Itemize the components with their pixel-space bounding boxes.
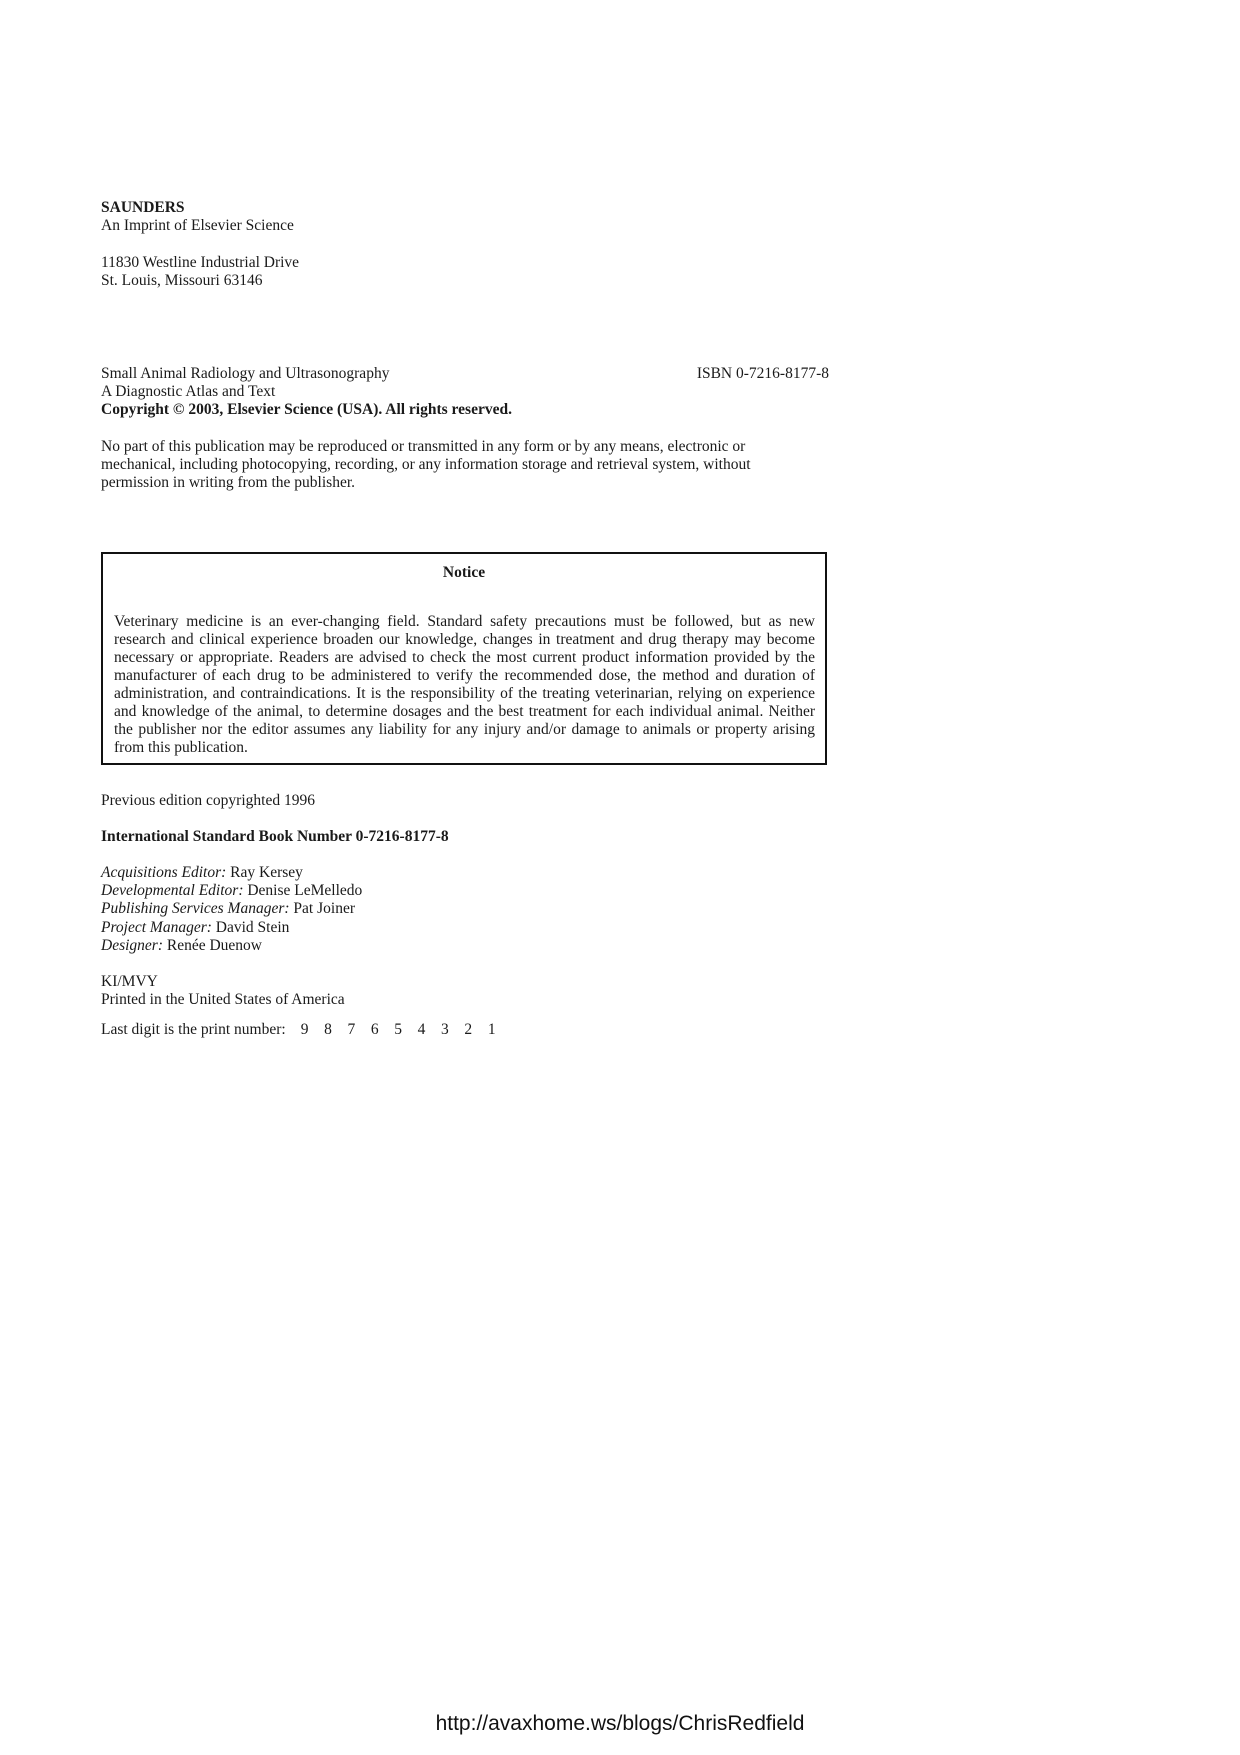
credit-role: Publishing Services Manager: [101, 900, 290, 918]
print-digit: 8 [324, 1021, 332, 1038]
notice-title: Notice [442, 564, 486, 581]
address-line-2: St. Louis, Missouri 63146 [101, 272, 263, 289]
credit-name: Renée Duenow [163, 936, 262, 954]
isbn-statement: International Standard Book Number 0-7216-8177-8 [101, 828, 449, 845]
print-digit: 1 [487, 1021, 496, 1038]
print-digit: 4 [417, 1021, 426, 1038]
print-number-label: Last digit is the print number: [101, 1021, 286, 1038]
previous-edition: Previous edition copyrighted 1996 [101, 792, 315, 809]
credit-role: Designer: [101, 936, 163, 954]
book-subtitle: A Diagnostic Atlas and Text [101, 383, 276, 400]
publisher-imprint: An Imprint of Elsevier Science [101, 217, 294, 234]
credit-name: David Stein [211, 918, 290, 936]
copyright-line: Copyright © 2003, Elsevier Science (USA). All rights reserved. [101, 401, 512, 418]
book-info [101, 365, 829, 419]
printed-country: Printed in the United States of America [101, 991, 345, 1008]
footer-url: http://avaxhome.ws/blogs/ChrisRedfield [435, 1712, 805, 1735]
print-code: KI/MVY [101, 973, 158, 990]
print-digit: 3 [441, 1021, 449, 1038]
credit-item [101, 900, 362, 918]
credit-name: Pat Joiner [289, 900, 355, 918]
publisher-block [101, 199, 701, 235]
credit-name: Denise LeMelledo [243, 882, 363, 900]
credit-role: Acquisitions Editor: [101, 864, 227, 881]
publisher-address [101, 254, 701, 290]
address-line-1: 11830 Westline Industrial Drive [101, 254, 300, 271]
print-number-line [101, 1021, 511, 1039]
print-digit: 2 [464, 1021, 473, 1038]
book-title: Small Animal Radiology and Ultrasonography [101, 365, 390, 382]
credit-item [101, 882, 362, 900]
credits-list [101, 864, 362, 955]
notice-body: Veterinary medicine is an ever-changing field. Standard safety precautions must be followed, but as new research and clinical experience broaden our knowledge, changes in treatment and drug therapy may become necessary or appropriate. Readers are advised to check the most current product information provided by the manufacturer of each drug to be administered to verify the recommended dose, the method and duration of administration, and contraindications. It is the responsibility of the treating veterinarian, relying on experience and knowledge of the animal, to determine dosages and the best treatment for each individual animal. Neither the publisher nor the editor assumes any liability for any injury and/or damage to animals or property arising from this publication. [114, 613, 815, 756]
credit-item [101, 864, 362, 882]
print-number-digits [301, 1021, 512, 1038]
isbn: ISBN 0-7216-8177-8 [696, 365, 829, 382]
rights-statement: No part of this publication may be reproduced or transmitted in any form or by any means, electronic or mechanical, including photocopying, recording, or any information storage and retrieval system, without permission in writing from the publisher. [101, 438, 751, 491]
credit-item [101, 919, 362, 937]
print-digit: 6 [370, 1021, 379, 1038]
print-digit: 5 [394, 1021, 402, 1038]
credit-role: Project Manager: [101, 918, 212, 936]
print-digit: 7 [347, 1021, 356, 1038]
credit-item [101, 937, 362, 955]
print-digit: 9 [300, 1021, 309, 1038]
credit-role: Developmental Editor: [101, 882, 244, 900]
notice-box [101, 552, 827, 765]
credit-name: Ray Kersey [226, 864, 303, 881]
publisher-name: SAUNDERS [101, 199, 185, 216]
